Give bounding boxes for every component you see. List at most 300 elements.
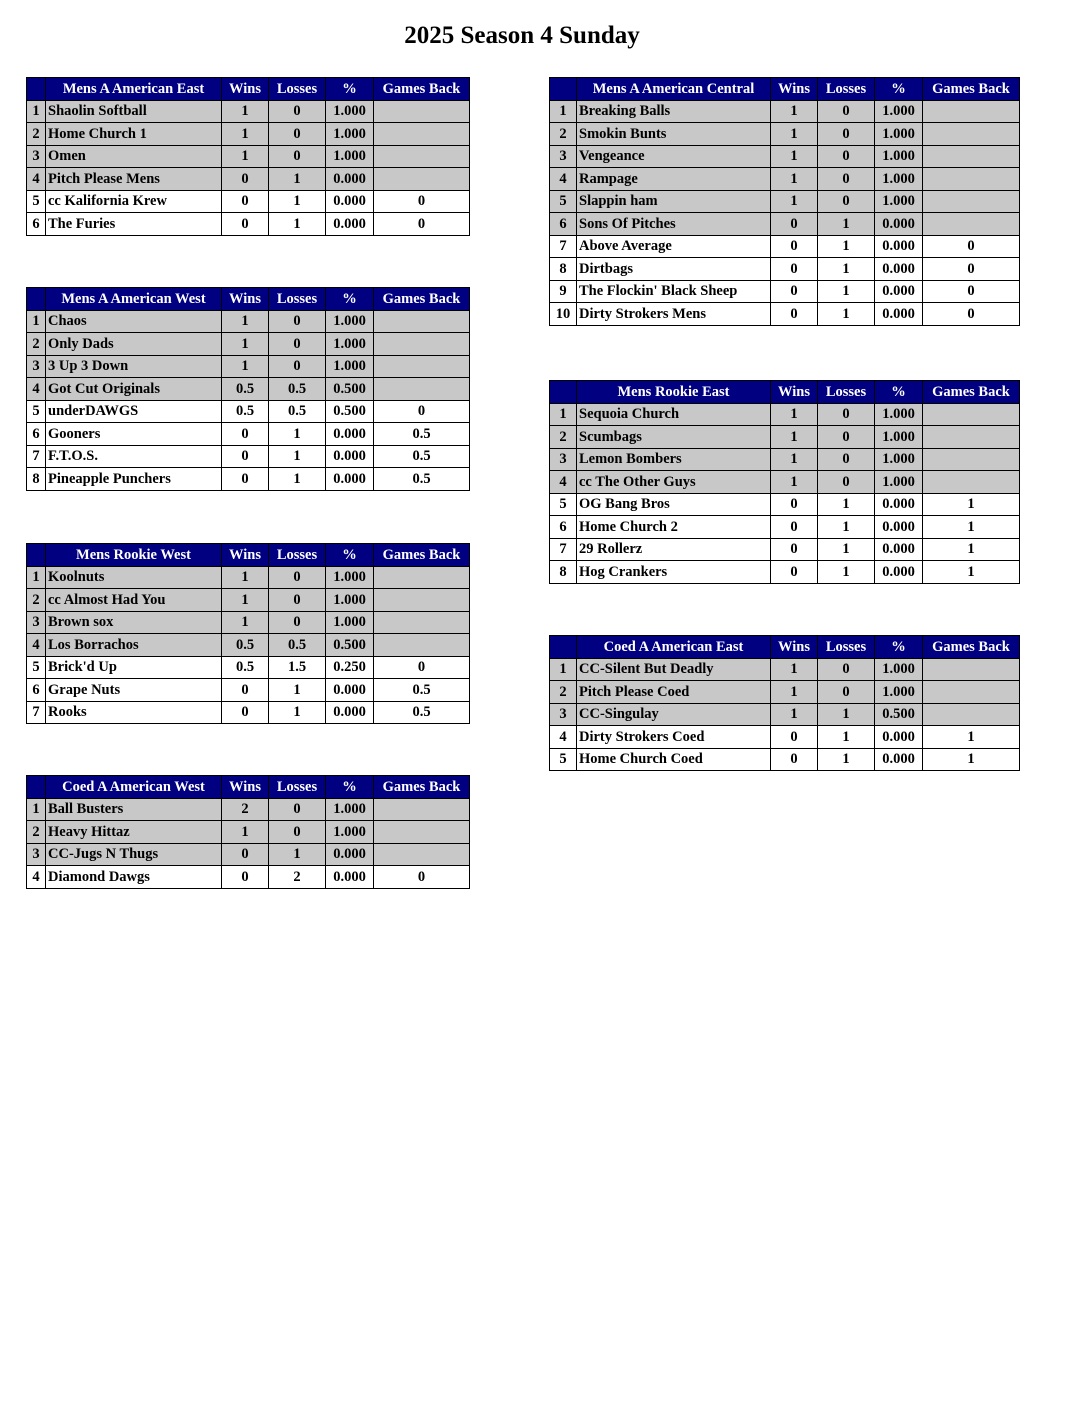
pct-cell: 1.000 (875, 426, 923, 449)
wins-cell: 1 (771, 190, 818, 213)
team-name: 3 Up 3 Down (46, 355, 222, 378)
team-name: Scumbags (577, 426, 771, 449)
losses-cell: 0 (818, 471, 875, 494)
table-row (27, 310, 470, 333)
games-back-cell (374, 310, 470, 333)
table-row (27, 190, 470, 213)
header-pct: % (326, 78, 374, 101)
table-row (550, 258, 1020, 281)
rank-cell: 6 (27, 423, 46, 446)
wins-cell: 0 (771, 538, 818, 561)
games-back-cell: 0 (374, 400, 470, 423)
header-pct: % (875, 78, 923, 101)
wins-cell: 0 (222, 468, 269, 491)
team-name: Got Cut Originals (46, 378, 222, 401)
games-back-cell (374, 843, 470, 866)
standings-mens-a-american-west (26, 287, 470, 491)
division-name: Coed A American West (46, 776, 222, 799)
table-row (550, 213, 1020, 236)
rank-cell: 7 (27, 701, 46, 724)
header-row (550, 636, 1020, 659)
team-name: The Furies (46, 213, 222, 236)
rank-cell: 4 (27, 866, 46, 889)
table-row (550, 303, 1020, 326)
rank-cell: 1 (27, 100, 46, 123)
games-back-cell: 0.5 (374, 679, 470, 702)
wins-cell: 0.5 (222, 634, 269, 657)
header-row (27, 544, 470, 567)
team-name: F.T.O.S. (46, 445, 222, 468)
losses-cell: 1 (818, 516, 875, 539)
rank-cell: 6 (27, 679, 46, 702)
pct-cell: 0.000 (875, 213, 923, 236)
rank-cell: 2 (27, 123, 46, 146)
games-back-cell (923, 100, 1020, 123)
team-name: Above Average (577, 235, 771, 258)
table-row (550, 426, 1020, 449)
rank-cell: 5 (27, 400, 46, 423)
losses-cell: 1 (818, 703, 875, 726)
header-games-back: Games Back (923, 381, 1020, 404)
rank-cell: 4 (550, 168, 577, 191)
losses-cell: 1 (269, 423, 326, 446)
pct-cell: 0.000 (326, 701, 374, 724)
table-row (27, 123, 470, 146)
division-name: Mens A American East (46, 78, 222, 101)
games-back-cell: 0 (374, 656, 470, 679)
wins-cell: 0 (222, 866, 269, 889)
table-row (27, 355, 470, 378)
table-row (27, 589, 470, 612)
table-row (550, 235, 1020, 258)
games-back-cell: 0 (923, 280, 1020, 303)
pct-cell: 1.000 (875, 658, 923, 681)
wins-cell: 0 (222, 445, 269, 468)
header-rank-blank (27, 776, 46, 799)
team-name: CC-Singulay (577, 703, 771, 726)
wins-cell: 0 (771, 235, 818, 258)
losses-cell: 1 (818, 748, 875, 771)
wins-cell: 1 (222, 566, 269, 589)
losses-cell: 1 (269, 701, 326, 724)
table-row (27, 701, 470, 724)
table-row (550, 403, 1020, 426)
wins-cell: 0.5 (222, 378, 269, 401)
games-back-cell: 0 (923, 235, 1020, 258)
games-back-cell (923, 145, 1020, 168)
wins-cell: 1 (771, 658, 818, 681)
rank-cell: 5 (27, 656, 46, 679)
losses-cell: 0.5 (269, 634, 326, 657)
games-back-cell (374, 798, 470, 821)
team-name: cc Almost Had You (46, 589, 222, 612)
games-back-cell (374, 566, 470, 589)
losses-cell: 0 (818, 681, 875, 704)
rank-cell: 4 (27, 378, 46, 401)
games-back-cell (923, 190, 1020, 213)
header-wins: Wins (222, 78, 269, 101)
wins-cell: 1 (771, 145, 818, 168)
pct-cell: 0.500 (326, 634, 374, 657)
rank-cell: 2 (27, 821, 46, 844)
pct-cell: 0.000 (875, 280, 923, 303)
pct-cell: 1.000 (875, 403, 923, 426)
pct-cell: 0.000 (326, 213, 374, 236)
losses-cell: 1 (818, 235, 875, 258)
wins-cell: 1 (771, 100, 818, 123)
losses-cell: 0 (818, 100, 875, 123)
losses-cell: 1 (269, 843, 326, 866)
standings-mens-a-american-central (549, 77, 1020, 326)
pct-cell: 1.000 (326, 798, 374, 821)
team-name: Only Dads (46, 333, 222, 356)
pct-cell: 1.000 (326, 145, 374, 168)
wins-cell: 2 (222, 798, 269, 821)
standings-mens-a-american-east (26, 77, 470, 236)
pct-cell: 0.000 (326, 423, 374, 446)
losses-cell: 0.5 (269, 400, 326, 423)
table-row (27, 843, 470, 866)
rank-cell: 4 (27, 168, 46, 191)
wins-cell: 0.5 (222, 400, 269, 423)
losses-cell: 1 (818, 213, 875, 236)
losses-cell: 1.5 (269, 656, 326, 679)
header-rank-blank (550, 78, 577, 101)
team-name: Home Church Coed (577, 748, 771, 771)
games-back-cell (374, 821, 470, 844)
games-back-cell (374, 123, 470, 146)
header-losses: Losses (818, 78, 875, 101)
losses-cell: 0 (269, 589, 326, 612)
pct-cell: 1.000 (326, 100, 374, 123)
pct-cell: 1.000 (326, 333, 374, 356)
losses-cell: 0 (269, 611, 326, 634)
losses-cell: 0 (818, 145, 875, 168)
games-back-cell (374, 168, 470, 191)
rank-cell: 4 (550, 726, 577, 749)
header-wins: Wins (771, 636, 818, 659)
games-back-cell: 0 (374, 213, 470, 236)
games-back-cell: 0.5 (374, 423, 470, 446)
wins-cell: 0 (771, 493, 818, 516)
pct-cell: 0.000 (875, 493, 923, 516)
rank-cell: 2 (550, 426, 577, 449)
team-name: Hog Crankers (577, 561, 771, 584)
rank-cell: 3 (27, 611, 46, 634)
rank-cell: 6 (550, 213, 577, 236)
table-row (550, 280, 1020, 303)
rank-cell: 6 (27, 213, 46, 236)
table-row (27, 821, 470, 844)
rank-cell: 3 (27, 843, 46, 866)
rank-cell: 9 (550, 280, 577, 303)
team-name: Lemon Bombers (577, 448, 771, 471)
games-back-cell (923, 703, 1020, 726)
table-row (550, 516, 1020, 539)
wins-cell: 1 (771, 168, 818, 191)
games-back-cell (374, 634, 470, 657)
header-pct: % (326, 776, 374, 799)
header-rank-blank (550, 636, 577, 659)
table-row (27, 445, 470, 468)
losses-cell: 1 (818, 561, 875, 584)
header-losses: Losses (818, 636, 875, 659)
table-row (27, 611, 470, 634)
team-name: Sequoia Church (577, 403, 771, 426)
header-losses: Losses (269, 288, 326, 311)
games-back-cell (374, 611, 470, 634)
rank-cell: 4 (550, 471, 577, 494)
wins-cell: 1 (771, 703, 818, 726)
rank-cell: 3 (27, 355, 46, 378)
wins-cell: 0 (222, 423, 269, 446)
rank-cell: 6 (550, 516, 577, 539)
header-games-back: Games Back (923, 78, 1020, 101)
header-wins: Wins (222, 544, 269, 567)
rank-cell: 1 (27, 310, 46, 333)
rank-cell: 5 (27, 190, 46, 213)
header-losses: Losses (818, 381, 875, 404)
games-back-cell: 1 (923, 748, 1020, 771)
header-wins: Wins (771, 78, 818, 101)
games-back-cell: 1 (923, 516, 1020, 539)
table-row (550, 681, 1020, 704)
team-name: cc The Other Guys (577, 471, 771, 494)
wins-cell: 0 (771, 303, 818, 326)
table-row (550, 471, 1020, 494)
games-back-cell (923, 426, 1020, 449)
table-row (550, 748, 1020, 771)
team-name: Home Church 1 (46, 123, 222, 146)
header-pct: % (875, 636, 923, 659)
pct-cell: 0.000 (875, 726, 923, 749)
pct-cell: 0.500 (326, 400, 374, 423)
table-row (27, 634, 470, 657)
pct-cell: 0.500 (875, 703, 923, 726)
pct-cell: 1.000 (326, 123, 374, 146)
team-name: OG Bang Bros (577, 493, 771, 516)
pct-cell: 1.000 (875, 145, 923, 168)
pct-cell: 0.000 (326, 679, 374, 702)
header-row (27, 776, 470, 799)
table-row (550, 145, 1020, 168)
table-row (550, 493, 1020, 516)
losses-cell: 1 (818, 493, 875, 516)
header-games-back: Games Back (923, 636, 1020, 659)
wins-cell: 0 (771, 280, 818, 303)
rank-cell: 4 (27, 634, 46, 657)
wins-cell: 0 (771, 516, 818, 539)
games-back-cell (923, 658, 1020, 681)
wins-cell: 1 (771, 448, 818, 471)
rank-cell: 3 (27, 145, 46, 168)
pct-cell: 1.000 (326, 821, 374, 844)
team-name: Shaolin Softball (46, 100, 222, 123)
rank-cell: 5 (550, 493, 577, 516)
standings-coed-a-american-west (26, 775, 470, 889)
games-back-cell (374, 145, 470, 168)
rank-cell: 10 (550, 303, 577, 326)
games-back-cell: 0 (374, 866, 470, 889)
team-name: Home Church 2 (577, 516, 771, 539)
wins-cell: 0 (222, 701, 269, 724)
wins-cell: 0.5 (222, 656, 269, 679)
pct-cell: 0.500 (326, 378, 374, 401)
games-back-cell: 0 (374, 190, 470, 213)
wins-cell: 1 (222, 821, 269, 844)
team-name: Pitch Please Coed (577, 681, 771, 704)
header-pct: % (326, 544, 374, 567)
losses-cell: 0 (818, 658, 875, 681)
header-row (550, 381, 1020, 404)
table-row (27, 679, 470, 702)
division-name: Mens Rookie West (46, 544, 222, 567)
division-name: Mens A American West (46, 288, 222, 311)
losses-cell: 1 (269, 190, 326, 213)
team-name: Slappin ham (577, 190, 771, 213)
rank-cell: 2 (27, 333, 46, 356)
table-row (550, 658, 1020, 681)
wins-cell: 1 (771, 123, 818, 146)
losses-cell: 1 (818, 280, 875, 303)
wins-cell: 1 (771, 471, 818, 494)
rank-cell: 8 (550, 561, 577, 584)
header-wins: Wins (222, 776, 269, 799)
losses-cell: 1 (818, 258, 875, 281)
pct-cell: 0.000 (875, 538, 923, 561)
games-back-cell (374, 100, 470, 123)
games-back-cell: 1 (923, 538, 1020, 561)
pct-cell: 1.000 (326, 566, 374, 589)
header-games-back: Games Back (374, 78, 470, 101)
header-games-back: Games Back (374, 288, 470, 311)
table-row (27, 168, 470, 191)
table-row (550, 538, 1020, 561)
table-row (27, 468, 470, 491)
rank-cell: 7 (550, 235, 577, 258)
pct-cell: 1.000 (875, 681, 923, 704)
rank-cell: 7 (550, 538, 577, 561)
pct-cell: 0.000 (875, 748, 923, 771)
rank-cell: 7 (27, 445, 46, 468)
games-back-cell: 1 (923, 493, 1020, 516)
wins-cell: 1 (222, 611, 269, 634)
table-row (550, 190, 1020, 213)
pct-cell: 0.000 (875, 516, 923, 539)
games-back-cell (923, 448, 1020, 471)
team-name: Brick'd Up (46, 656, 222, 679)
table-row (27, 100, 470, 123)
team-name: Sons Of Pitches (577, 213, 771, 236)
division-name: Coed A American East (577, 636, 771, 659)
losses-cell: 0.5 (269, 378, 326, 401)
games-back-cell (923, 403, 1020, 426)
losses-cell: 0 (269, 100, 326, 123)
team-name: Breaking Balls (577, 100, 771, 123)
table-row (27, 400, 470, 423)
team-name: Diamond Dawgs (46, 866, 222, 889)
losses-cell: 1 (269, 168, 326, 191)
losses-cell: 0 (269, 566, 326, 589)
rank-cell: 1 (550, 100, 577, 123)
team-name: Grape Nuts (46, 679, 222, 702)
team-name: Rampage (577, 168, 771, 191)
wins-cell: 0 (222, 679, 269, 702)
wins-cell: 0 (771, 561, 818, 584)
table-row (27, 213, 470, 236)
team-name: Omen (46, 145, 222, 168)
losses-cell: 0 (818, 426, 875, 449)
header-wins: Wins (771, 381, 818, 404)
rank-cell: 2 (550, 123, 577, 146)
losses-cell: 1 (269, 213, 326, 236)
pct-cell: 1.000 (875, 448, 923, 471)
table-row (550, 100, 1020, 123)
games-back-cell (923, 681, 1020, 704)
losses-cell: 0 (818, 123, 875, 146)
header-pct: % (875, 381, 923, 404)
standings-mens-rookie-east (549, 380, 1020, 584)
table-row (550, 168, 1020, 191)
table-row (550, 448, 1020, 471)
standings-coed-a-american-east (549, 635, 1020, 771)
pct-cell: 0.000 (875, 303, 923, 326)
wins-cell: 1 (222, 123, 269, 146)
wins-cell: 0 (222, 168, 269, 191)
team-name: cc Kalifornia Krew (46, 190, 222, 213)
table-row (27, 566, 470, 589)
rank-cell: 8 (550, 258, 577, 281)
pct-cell: 1.000 (875, 190, 923, 213)
team-name: Rooks (46, 701, 222, 724)
pct-cell: 0.000 (875, 258, 923, 281)
pct-cell: 1.000 (326, 611, 374, 634)
wins-cell: 0 (771, 726, 818, 749)
wins-cell: 1 (771, 426, 818, 449)
wins-cell: 0 (222, 213, 269, 236)
table-row (27, 333, 470, 356)
team-name: Dirty Strokers Coed (577, 726, 771, 749)
wins-cell: 1 (771, 403, 818, 426)
team-name: 29 Rollerz (577, 538, 771, 561)
table-row (27, 423, 470, 446)
games-back-cell (374, 378, 470, 401)
losses-cell: 1 (269, 468, 326, 491)
team-name: Gooners (46, 423, 222, 446)
losses-cell: 2 (269, 866, 326, 889)
standings-mens-rookie-west (26, 543, 470, 724)
wins-cell: 1 (222, 355, 269, 378)
games-back-cell: 0.5 (374, 701, 470, 724)
team-name: CC-Silent But Deadly (577, 658, 771, 681)
team-name: Vengeance (577, 145, 771, 168)
rank-cell: 2 (550, 681, 577, 704)
division-name: Mens Rookie East (577, 381, 771, 404)
page-title: 2025 Season 4 Sunday (404, 22, 640, 49)
pct-cell: 1.000 (875, 471, 923, 494)
header-wins: Wins (222, 288, 269, 311)
pct-cell: 1.000 (875, 123, 923, 146)
header-pct: % (326, 288, 374, 311)
pct-cell: 1.000 (326, 355, 374, 378)
losses-cell: 1 (269, 445, 326, 468)
table-row (27, 866, 470, 889)
games-back-cell (923, 213, 1020, 236)
team-name: Heavy Hittaz (46, 821, 222, 844)
header-losses: Losses (269, 544, 326, 567)
team-name: The Flockin' Black Sheep (577, 280, 771, 303)
team-name: Dirtbags (577, 258, 771, 281)
